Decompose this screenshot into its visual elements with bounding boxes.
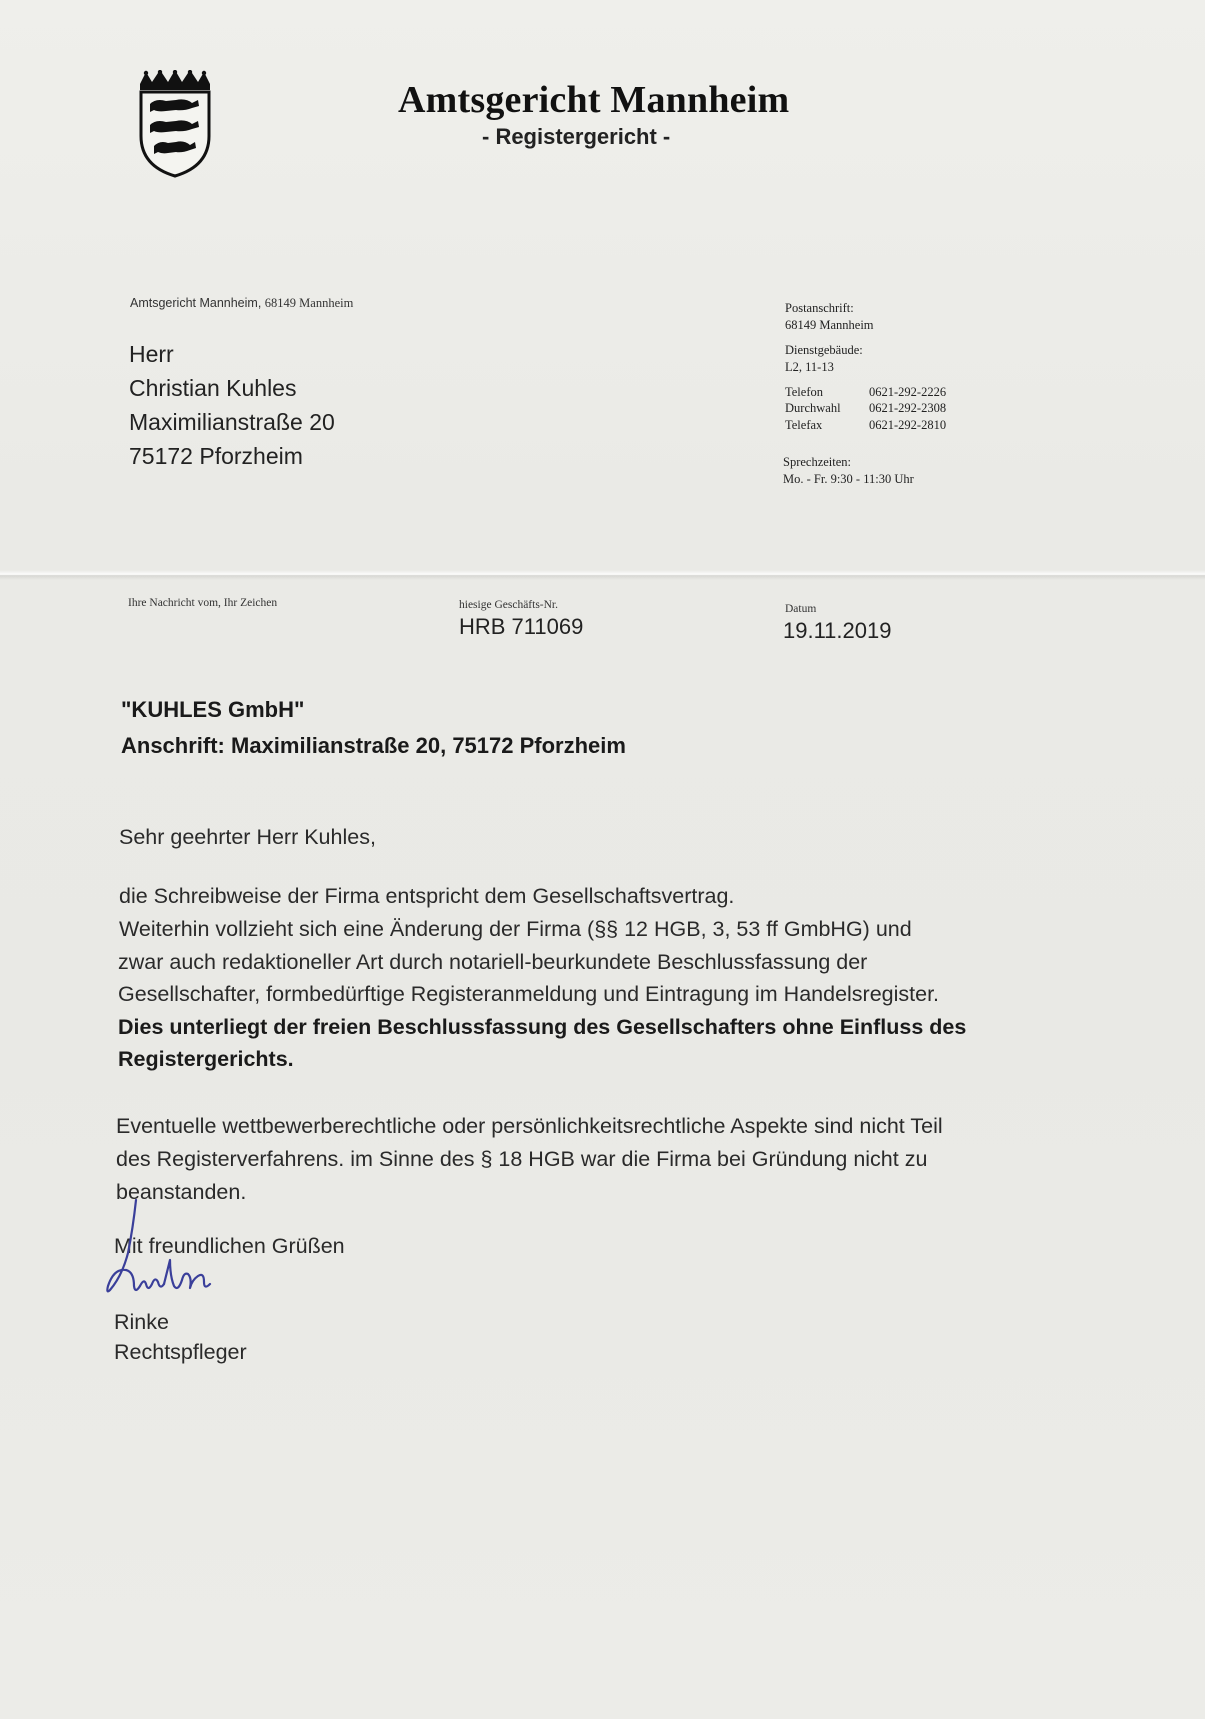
coat-of-arms-icon: [136, 70, 214, 180]
fax-value: 0621-292-2810: [869, 418, 947, 432]
sender-city: 68149 Mannheim: [264, 296, 354, 310]
date-value: 19.11.2019: [783, 618, 892, 643]
office-hours-value: Mo. - Fr. 9:30 - 11:30 Uhr: [783, 472, 914, 486]
court-name: Amtsgericht Mannheim: [398, 79, 790, 121]
paragraph-2-line-2: des Registerverfahrens. im Sinne des § 18 HGB war die Firma bei Gründung nicht zu: [116, 1147, 928, 1171]
building-value: L2, 11-13: [785, 360, 834, 374]
subject-company: "KUHLES GmbH": [121, 697, 305, 722]
direct-dial-label: Durchwahl: [785, 401, 841, 415]
signer-name: Rinke: [114, 1310, 169, 1334]
building-label: Dienstgebäude:: [785, 343, 863, 357]
paragraph-1-line-2: Weiterhin vollzieht sich eine Änderung der Firma (§§ 12 HGB, 3, 53 ff GmbHG) und: [119, 917, 912, 941]
paper-fold-line: [0, 570, 1205, 580]
date-label: Datum: [785, 603, 817, 615]
case-number-value: HRB 711069: [459, 614, 584, 639]
subject-address: Anschrift: Maximilianstraße 20, 75172 Pforzheim: [121, 733, 626, 758]
fax-label: Telefax: [785, 418, 823, 432]
paragraph-1-line-3: zwar auch redaktioneller Art durch notariell-beurkundete Beschlussfassung der: [118, 950, 868, 974]
recipient-name: Christian Kuhles: [129, 375, 297, 401]
handwritten-signature: [100, 1198, 220, 1308]
phone-value: 0621-292-2226: [869, 385, 947, 399]
sender-return-address: [130, 296, 353, 311]
paragraph-1-bold-line-1: Dies unterliegt der freien Beschlussfassung des Gesellschafters ohne Einfluss des: [118, 1015, 967, 1039]
recipient-salutation: Herr: [129, 341, 174, 367]
office-hours-label: Sprechzeiten:: [783, 455, 852, 469]
recipient-street: Maximilianstraße 20: [129, 409, 335, 435]
closing: Mit freundlichen Grüßen: [114, 1234, 345, 1258]
postal-label: Postanschrift:: [785, 301, 854, 315]
phone-label: Telefon: [785, 385, 823, 399]
recipient-city: 75172 Pforzheim: [129, 443, 303, 469]
direct-dial-value: 0621-292-2308: [869, 401, 947, 415]
department-name: - Registergericht -: [482, 124, 671, 149]
sender-name: Amtsgericht Mannheim,: [130, 296, 262, 310]
postal-value: 68149 Mannheim: [785, 318, 874, 332]
case-number-label: hiesige Geschäfts-Nr.: [459, 599, 558, 611]
your-message-label: Ihre Nachricht vom, Ihr Zeichen: [128, 597, 278, 609]
paragraph-2-line-3: beanstanden.: [116, 1180, 247, 1204]
greeting: Sehr geehrter Herr Kuhles,: [119, 825, 376, 849]
paragraph-1-line-4: Gesellschafter, formbedürftige Registeranmeldung und Eintragung im Handelsregister.: [118, 982, 940, 1006]
paragraph-1-bold-line-2: Registergerichts.: [118, 1047, 294, 1071]
paragraph-2-line-1: Eventuelle wettbewerberechtliche oder persönlichkeitsrechtliche Aspekte sind nicht Teil: [116, 1114, 943, 1138]
signer-title: Rechtspfleger: [114, 1340, 247, 1364]
paragraph-1-line-1: die Schreibweise der Firma entspricht dem Gesellschaftsvertrag.: [119, 884, 735, 908]
